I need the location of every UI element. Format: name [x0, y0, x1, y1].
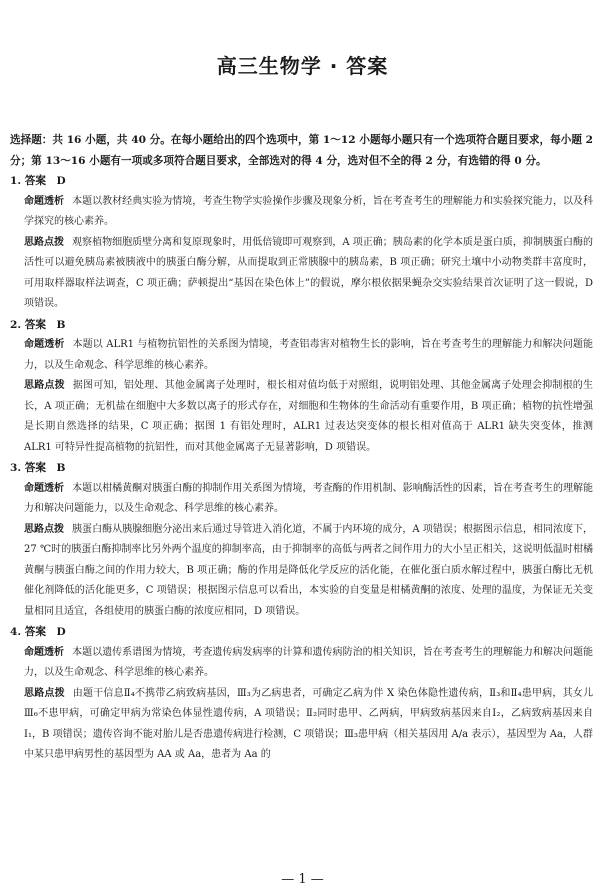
page-number: — 1 — — [281, 872, 324, 887]
page-title: 高三生物学 · 答案 — [216, 54, 389, 78]
section-intro: 选择题：共 16 小题，共 40 分。在每小题给出的四个选项中，第 1～12 小题每小题只有一个选项符合题目要求，每小题 2 分；第 13～16 小题有一项或多项符合题目要求，全部选对的得 4 分，选对但不全的得 2 分，有选错的得 0 分。 — [10, 134, 593, 167]
solution-paragraph — [10, 520, 593, 623]
question-1 — [10, 171, 593, 315]
answer-heading: 1. 答案 D — [10, 175, 66, 187]
analysis-label: 命题透析 — [24, 482, 65, 494]
analysis-label: 命题透析 — [24, 195, 65, 207]
solution-paragraph — [10, 376, 593, 458]
analysis-paragraph — [10, 479, 593, 520]
analysis-label: 命题透析 — [24, 339, 65, 350]
answer-heading: 2. 答案 B — [10, 318, 66, 331]
solution-text: 据图可知，铝处理、其他金属离子处理时，根长相对值均低于对照组，说明铝处理、其他金属离子处理会抑制根的生长，A 项正确；无机盐在细胞中大多数以离子的形式存在，对细胞和生物体的生命活动有重要作用，B 项正确；植物的抗性增强是长期自然选择的结果，C 项正确；据图 1 有铝处理时，ALR1 过表达突变体的根长相对值高于 ALR1 缺失突变体，推测 ALR1 可特异性提高植物的抗铝性，而对其他金属离子无显著影响，D 项错误。 — [24, 380, 594, 453]
analysis-text: 本题以 ALR1 与植物抗铝性的关系图为情境，考查铝毒害对植物生长的影响，旨在考查考生的理解能力和解决问题能力，以及生命观念、科学思维的核心素养。 — [24, 339, 593, 371]
solution-text: 观察植物细胞质壁分离和复原现象时，用低倍镜即可观察到，A 项正确；胰岛素的化学本质是蛋白质，抑制胰蛋白酶的活性可以避免胰岛素被胰液中的胰蛋白酶分解，从而提取到正常胰腺中的胰岛素，B 项正确；研究土壤中小动物类群丰富度时，可用取样器取样法调查，C 项正确；萨顿提出“基因在染色体上”的假说，摩尔根依据果蝇杂交实验结果首次证明了这一假说，D 项错误。 — [24, 236, 593, 309]
analysis-paragraph — [10, 335, 593, 376]
question-4 — [10, 622, 593, 766]
solution-text: 胰蛋白酶从胰腺细胞分泌出来后通过导管进入消化道，不属于内环境的成分，A 项错误；根据图示信息，相同浓度下，27 ℃时的胰蛋白酶抑制率比另外两个温度的抑制率高，由于抑制率的高低与两者之间作用力的大小呈正相关，这说明低温时柑橘黄酮与胰蛋白酶之间的作用力较大，B 项正确；酶的作用是降低化学反应的活化能，在催化蛋白质水解过程中，胰蛋白酶比无机催化剂降低的活化能更多，C 项错误；根据图示信息可以看出，本实验的自变量是柑橘黄酮的浓度、处理的温度，为保证无关变量相同且适宜，各组使用的胰蛋白酶的浓度应相同，D 项错误。 — [24, 523, 593, 617]
solution-text: 由题干信息Ⅱ₄不携带乙病致病基因，Ⅲ₃为乙病患者，可确定乙病为伴 X 染色体隐性遗传病，Ⅱ₃和Ⅱ₄患甲病，其女儿Ⅲ₆不患甲病，可确定甲病为常染色体显性遗传病，A 项错误；Ⅱ₂同时患甲、乙两病，甲病致病基因来自Ⅰ₂，乙病致病基因来自Ⅰ₁，B 项错误；遗传咨询不能对胎儿是否患遗传病进行检测，C 项错误；Ⅲ₃患甲病（相关基因用 A/a 表示），基因型为 Aa，人群中某只患甲病男性的基因型为 AA 或 Aa，患者为 Aa 的 — [24, 687, 594, 760]
answer-heading: 3. 答案 B — [10, 462, 66, 474]
analysis-paragraph — [10, 643, 593, 684]
answer-content — [10, 130, 593, 766]
analysis-text: 本题以柑橘黄酮对胰蛋白酶的抑制作用关系图为情境，考查酶的作用机制、影响酶活性的因素，旨在考查考生的理解能力和解决问题能力，以及生命观念、科学思维的核心素养。 — [24, 482, 594, 514]
question-3 — [10, 458, 593, 622]
answer-heading: 4. 答案 D — [10, 626, 66, 638]
question-2 — [10, 315, 593, 459]
analysis-text: 本题以教材经典实验为情境，考查生物学实验操作步骤及现象分析，旨在考查考生的理解能力和实验探究能力，以及科学探究的核心素养。 — [24, 195, 594, 227]
solution-label: 思路点拨 — [24, 236, 65, 248]
solution-paragraph — [10, 233, 593, 315]
solution-label: 思路点拨 — [24, 687, 65, 699]
analysis-paragraph — [10, 192, 593, 233]
solution-label: 思路点拨 — [24, 380, 65, 391]
analysis-text: 本题以遗传系谱图为情境，考查遗传病发病率的计算和遗传病防治的相关知识，旨在考查考生的理解能力和解决问题能力，以及生命观念、科学思维的核心素养。 — [24, 646, 594, 678]
solution-paragraph — [10, 684, 593, 766]
solution-label: 思路点拨 — [24, 523, 65, 535]
analysis-label: 命题透析 — [24, 646, 65, 658]
